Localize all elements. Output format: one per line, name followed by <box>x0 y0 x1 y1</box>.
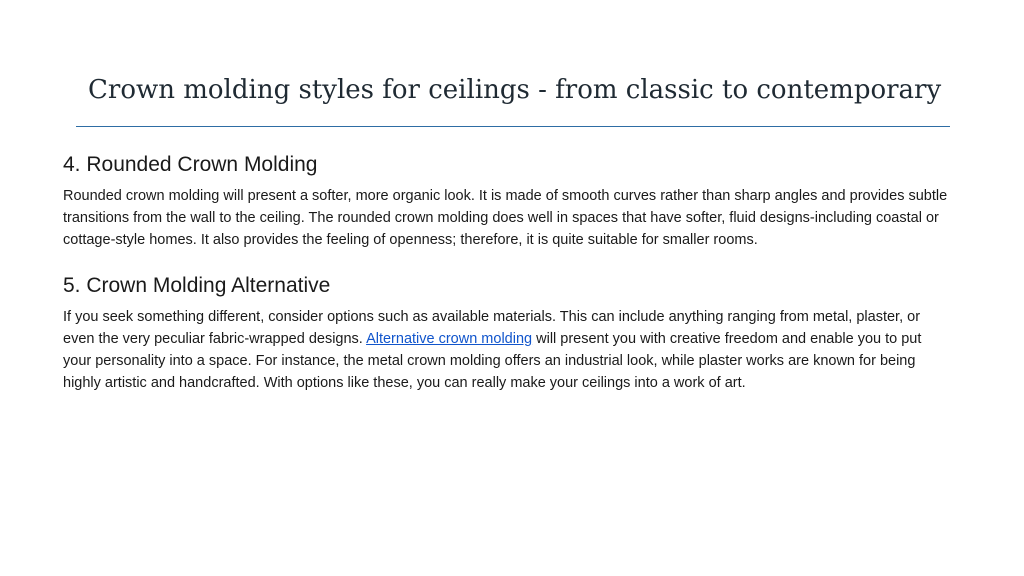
section-heading: 5. Crown Molding Alternative <box>63 274 331 298</box>
section-paragraph: Rounded crown molding will present a softer, more organic look. It is made of smooth curves rather than sharp angles and provides subtle transitions from the wall to the ceiling. The rounded crown molding does well in spaces that have softer, fluid designs-including coastal or cottage-style homes. It also provides the feeling of openness; therefore, it is quite suitable for smaller rooms. <box>63 188 948 248</box>
slide-title: Crown molding styles for ceilings - from classic to contemporary <box>88 75 942 105</box>
alternative-crown-molding-link[interactable]: Alternative crown molding <box>366 331 533 348</box>
section-rounded-crown-molding <box>63 148 948 251</box>
title-divider <box>76 126 950 127</box>
paragraph-text-before-link: If you seek something different, consider options such as available materials. This can include anything ranging from metal, plaster, or even the very peculiar fabric-wrapped designs. <box>63 309 921 348</box>
section-paragraph <box>63 307 948 394</box>
paragraph-text-after-link: will present you with creative freedom and enable you to put your personality into a space. For instance, the metal crown molding offers an industrial look, while plaster works are known for being highly artistic and handcrafted. With options like these, you can really make your ceilings into a work of art. <box>63 331 922 391</box>
section-crown-molding-alternative <box>63 269 948 394</box>
slide-content <box>63 148 948 395</box>
section-heading: 4. Rounded Crown Molding <box>63 153 318 176</box>
